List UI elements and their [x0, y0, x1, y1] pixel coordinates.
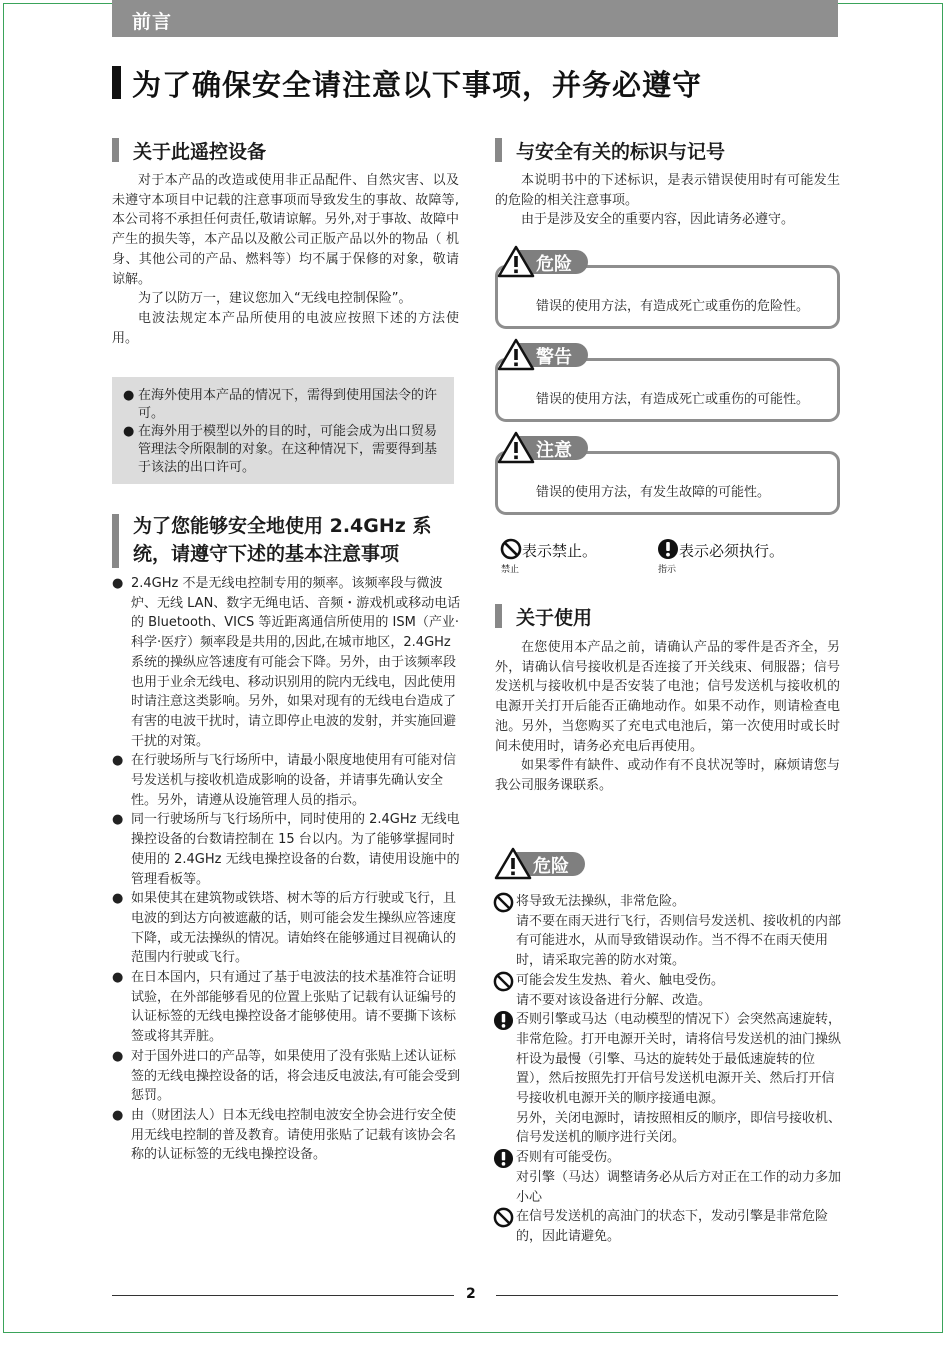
- danger-item: [493, 1207, 843, 1246]
- header-bar: [112, 0, 838, 37]
- page-number: 2: [466, 1286, 476, 1302]
- danger-item-body: 对引擎（马达）调整请务必从后方对正在工作的动力多加小心: [516, 1169, 842, 1205]
- list-item-text: 由（财团法人）日本无线电控制电波安全协会进行安全使用无线电控制的普及教育。请使用张贴了记载有该协会名称的认证标签的无线电操控设备。: [131, 1107, 457, 1163]
- danger-label: [495, 848, 595, 884]
- main-title-text: 为了确保安全请注意以下事项，并务必遵守: [132, 68, 703, 102]
- danger-item-head: 将导致无法操纵，非常危险。: [516, 894, 686, 909]
- list-item-text: 2.4GHz 不是无线电控制专用的频率。该频率段与微波炉、无线 LAN、数字无绳电话、音频・游戏机或移动电话的 Bluetooth、VICS 等近距离通信所使用的 ISM（产业·科学·医疗）频率段是共用的,因此,在城市地区，2.4GHz 系统的操纵应答速度有可能会下降。另外，由于该频率段也用于业余无线电、移动识别用的院内无线电，因此使用时请注意这类影响。另外，如果对现有的无线电台造成了有害的电波干扰时，请立即停止电波的发射，并实施回避干扰的对策。: [131, 576, 461, 749]
- list-item: [112, 1047, 462, 1106]
- warning-triangle-icon: [494, 847, 532, 881]
- mandatory-text: 表示必须执行。: [679, 542, 785, 560]
- section-title-text: 关于此遥控设备: [133, 141, 267, 163]
- header-title: 前言: [132, 11, 173, 33]
- mandatory-symbol-legend: [657, 538, 784, 561]
- danger-item-head: 否则有可能受伤。: [516, 1150, 621, 1166]
- danger-item: [493, 892, 843, 912]
- section-marker: [112, 138, 119, 162]
- danger-item-body: 请不要在雨天进行飞行，否则信号发送机、接收机的内部有可能进水，从而导致错误动作。当不得不在雨天使用时，请采取完善的防水对策。: [516, 913, 842, 969]
- footer-rule-right: [496, 1295, 838, 1296]
- warning-label: 危险: [536, 254, 572, 275]
- paragraph: 在您使用本产品之前，请确认产品的零件是否齐全，另外，请确认信号接收机是否连接了开关线束、伺服器；信号发送机与接收机中是否安装了电池；信号发送机与接收机的电源开关打开后能否正确地动作。如果不动作，则请检查电池。另外，当您购买了充电式电池后，第一次使用时或长时间未使用时，请务必充电后再使用。: [495, 640, 840, 754]
- prohibit-caption: 禁止: [501, 565, 520, 575]
- danger-tab: [495, 848, 590, 880]
- prohibit-icon: [493, 1207, 514, 1228]
- mandatory-icon: [657, 538, 679, 560]
- danger-item-body: 请不要对该设备进行分解、改造。: [516, 992, 712, 1008]
- safety-marks-paragraphs: [495, 171, 840, 230]
- prohibit-text: 表示禁止。: [522, 542, 598, 560]
- danger-item-head: 否则引擎或马达（电动模型的情况下）会突然高速旋转，非常危险。打开电源开关时，请将信号发送机的油门操纵杆设为最慢（引擎、马达的旋转处于最低速旋转的位置），然后按照先打开信号发送机电源开关、然后打开信号接收机电源开关的顺序接通电源。: [516, 1012, 842, 1107]
- device-paragraphs: [112, 171, 459, 348]
- danger-label-text: 危险: [533, 856, 569, 877]
- bullet-icon: ●: [112, 970, 124, 986]
- danger-item: [493, 971, 843, 991]
- danger-item: [493, 1010, 843, 1109]
- warning-tab: [498, 339, 593, 371]
- list-item: [123, 387, 446, 423]
- list-item: [112, 968, 462, 1047]
- mandatory-icon: [493, 1010, 514, 1031]
- mandatory-icon: [493, 1148, 514, 1169]
- bullet-icon: ●: [112, 753, 124, 769]
- warning-tab: [498, 246, 593, 278]
- list-item: [112, 574, 462, 751]
- paragraph: 本说明书中的下述标识，是表示错误使用时有可能发生的危险的相关注意事项。: [495, 173, 840, 208]
- paragraph: 电波法规定本产品所使用的电波应按照下述的方法使用。: [112, 310, 459, 346]
- title-marker: [112, 66, 121, 99]
- footer-rule-left: [112, 1295, 454, 1296]
- warning-triangle-icon: [497, 431, 535, 465]
- list-item-text: 在日本国内，只有通过了基于电波法的技术基准符合证明试验，在外部能够看见的位置上张贴了记载有认证编号的认证标签的无线电操控设备才能够使用。请不要撕下该标签或将其弄脏。: [131, 970, 457, 1045]
- danger-item-head: 可能会发生发热、着火、触电受伤。: [516, 972, 725, 988]
- list-item-text: 在行驶场所与飞行场所中，请最小限度地使用有可能对信号发送机与接收机造成影响的设备，并请事先确认安全性。另外，请遵从设施管理人员的指示。: [131, 753, 457, 808]
- section-title-text: [133, 512, 431, 568]
- paragraph: 如果零件有缺件、或动作有不良状况等时，麻烦请您与我公司服务课联系。: [495, 758, 840, 793]
- warning-text: 错误的使用方法，有发生故障的可能性。: [536, 485, 771, 500]
- bullet-icon: ●: [123, 424, 135, 439]
- warning-text: 错误的使用方法，有造成死亡或重伤的危险性。: [536, 299, 810, 314]
- list-item: [112, 889, 462, 968]
- paragraph: 由于是涉及安全的重要内容，因此请务必遵守。: [521, 212, 795, 228]
- paragraph: 为了以防万一，建议您加入“无线电控制保险”。: [138, 291, 412, 307]
- safety-bullet-list: [112, 574, 462, 1165]
- mandatory-caption: 指示: [658, 565, 677, 575]
- section-title-24ghz: [112, 512, 457, 568]
- list-item-text: 如果使其在建筑物或铁塔、树木等的后方行驶或飞行，且电波的到达方向被遮蔽的话，则可能会发生操纵应答速度下降，或无法操纵的情况。请始终在能够通过目视确认的范围内行驶或飞行。: [131, 891, 457, 966]
- overseas-notice-box: [112, 377, 454, 484]
- section-marker: [495, 138, 502, 162]
- bullet-icon: ●: [123, 388, 135, 403]
- list-item: [112, 751, 462, 810]
- title-line-2: 统，请遵守下述的基本注意事项: [133, 543, 400, 565]
- list-item-text: 在海外使用本产品的情况下，需得到使用国法令的许可。: [138, 388, 438, 421]
- warning-box: [495, 440, 840, 515]
- warning-label: 注意: [536, 440, 572, 461]
- section-title-text: 关于使用: [516, 607, 593, 629]
- prohibit-icon: [493, 892, 514, 913]
- list-item-text: 同一行驶场所与飞行场所中，同时使用的 2.4GHz 无线电操控设备的台数请控制在 15 台以内。为了能够掌握同时使用的 2.4GHz 无线电操控设备的台数，请使用设施中的管理看板等。: [131, 812, 460, 887]
- warning-text: 错误的使用方法，有造成死亡或重伤的可能性。: [536, 392, 810, 407]
- warning-tab: [498, 432, 593, 464]
- prohibit-icon: [500, 538, 522, 560]
- bullet-icon: ●: [112, 1048, 124, 1064]
- section-title-text: 与安全有关的标识与记号: [516, 141, 726, 163]
- title-line-1: 为了您能够安全地使用 2.4GHz 系: [133, 515, 432, 537]
- bullet-icon: ●: [112, 1107, 124, 1123]
- warning-box: [495, 254, 840, 329]
- danger-item-list: [493, 892, 843, 1247]
- section-marker: [112, 514, 119, 568]
- prohibit-icon: [493, 971, 514, 992]
- prohibit-symbol-legend: [500, 538, 597, 561]
- paragraph: 对于本产品的改造或使用非正品配件、自然灾害、以及未遵守本项目中记载的注意事项而导致发生的事故、故障等,本公司将不承担任何责任,敬请谅解。另外,对于事故、故障中产生的损失等，本产品以及敝公司正版产品以外的物品（ 机身、其他公司的产品、燃料等）均不属于保修的对象，敬请谅解。: [112, 173, 459, 287]
- list-item-text: 在海外用于模型以外的目的时，可能会成为出口贸易管理法令所限制的对象。在这种情况下，需要得到基于该法的出口许可。: [138, 424, 438, 475]
- list-item: [112, 810, 462, 889]
- list-item: [123, 423, 446, 477]
- bullet-icon: ●: [112, 891, 124, 907]
- danger-item: [493, 1148, 843, 1168]
- danger-item-body: 另外，关闭电源时，请按照相反的顺序，即信号接收机、信号发送机的顺序进行关闭。: [516, 1110, 842, 1146]
- list-item-text: 对于国外进口的产品等，如果使用了没有张贴上述认证标签的无线电操控设备的话，将会违反电波法,有可能会受到惩罚。: [131, 1048, 461, 1104]
- usage-paragraphs: [495, 638, 840, 796]
- bullet-icon: ●: [112, 576, 124, 591]
- warning-label: 警告: [536, 347, 572, 368]
- warning-triangle-icon: [497, 338, 535, 372]
- warning-box: [495, 347, 840, 422]
- danger-item-head: 在信号发送机的高油门的状态下，发动引擎是非常危险的，因此请避免。: [516, 1209, 829, 1244]
- list-item: [112, 1106, 462, 1165]
- section-marker: [495, 604, 502, 628]
- warning-triangle-icon: [497, 245, 535, 279]
- bullet-icon: ●: [112, 812, 124, 828]
- main-title: [112, 63, 838, 103]
